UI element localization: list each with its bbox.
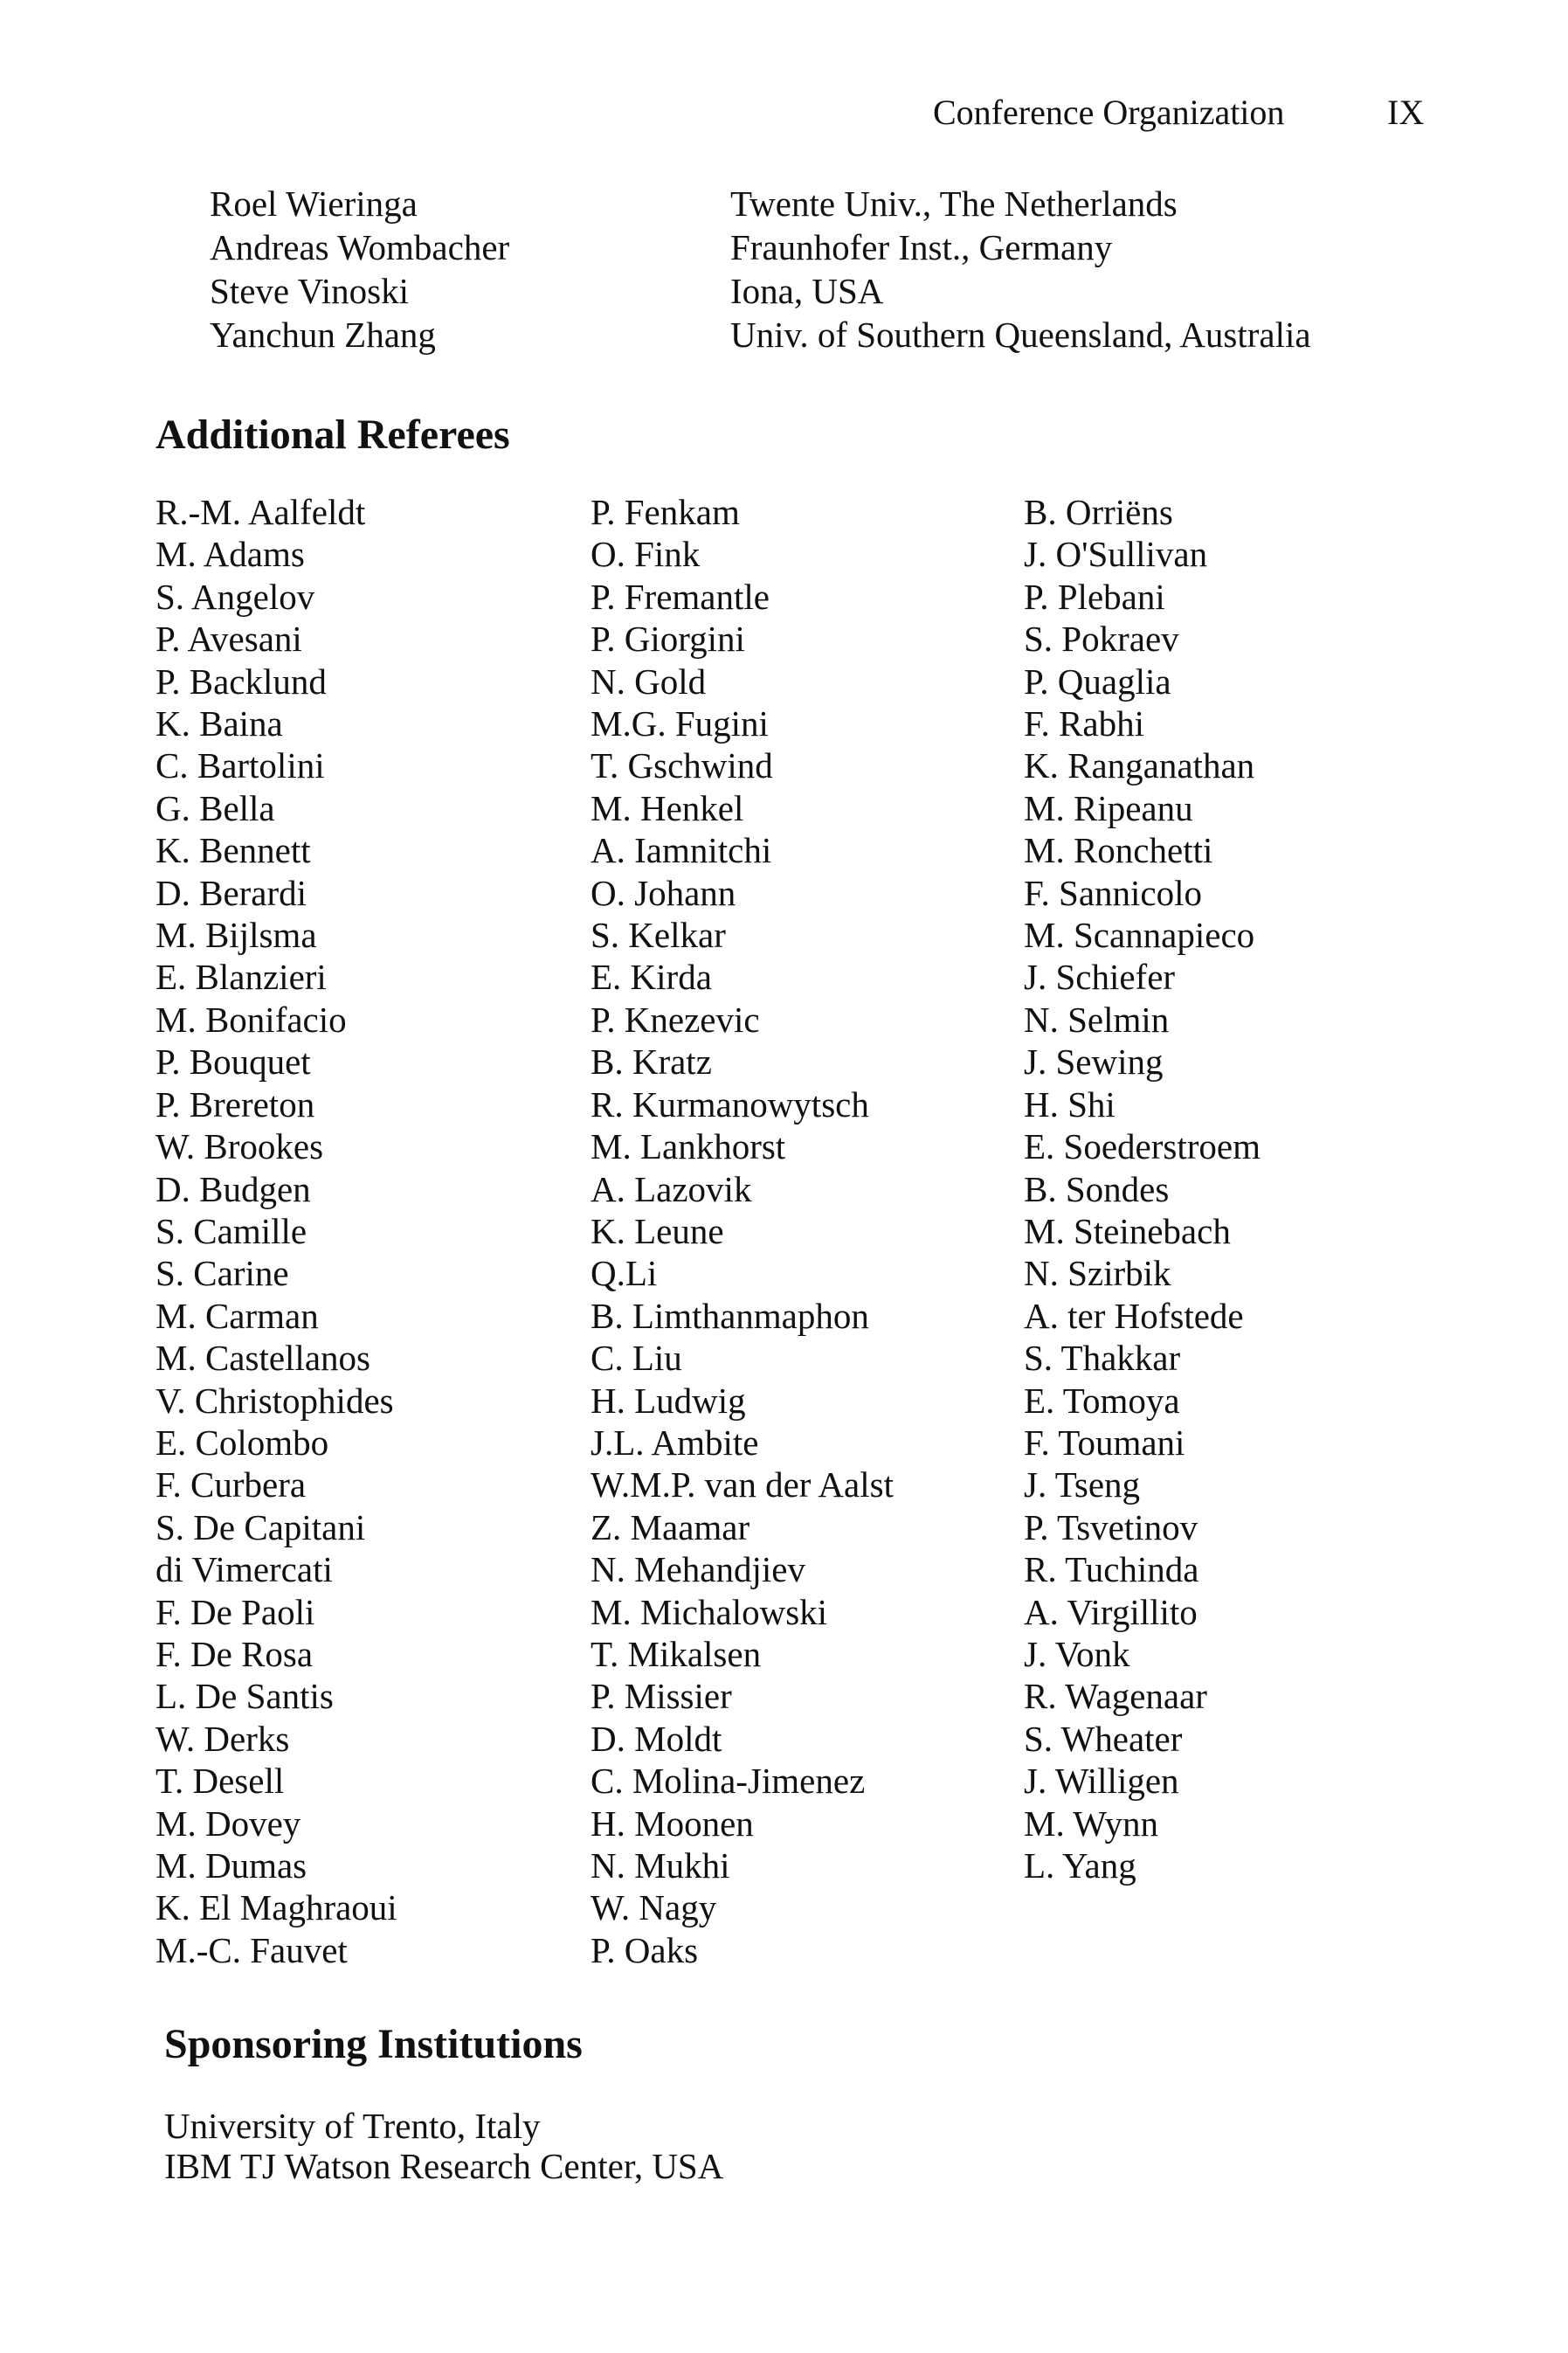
referee-name: A. Lazovik xyxy=(591,1168,752,1209)
referee-name: S. Angelov xyxy=(155,576,315,617)
referee-name: K. Bennett xyxy=(155,830,311,871)
sponsor-institution: University of Trento, Italy xyxy=(164,2106,541,2146)
referee-name: N. Gold xyxy=(591,661,707,702)
referee-name: A. ter Hofstede xyxy=(1024,1295,1244,1336)
referee-name: J. Vonk xyxy=(1024,1633,1130,1674)
referee-name: S. Thakkar xyxy=(1024,1338,1181,1379)
committee-member-row xyxy=(210,225,1450,269)
referee-name: R. Kurmanowytsch xyxy=(591,1083,869,1125)
referee-name: J.L. Ambite xyxy=(591,1422,759,1463)
referee-name: W. Nagy xyxy=(591,1887,717,1928)
committee-member-affiliation: Fraunhofer Inst., Germany xyxy=(730,227,1113,267)
referee-name: M. Castellanos xyxy=(155,1338,370,1379)
referee-name: N. Mukhi xyxy=(591,1845,730,1886)
referee-name: F. Toumani xyxy=(1024,1422,1185,1463)
referees-column-1 xyxy=(155,491,645,1971)
referee-name: S. Camille xyxy=(155,1210,307,1251)
referee-name: P. Backlund xyxy=(155,661,327,702)
referee-name: R. Tuchinda xyxy=(1024,1549,1199,1590)
page-number: IX xyxy=(1387,93,1425,132)
referee-name: P. Oaks xyxy=(591,1929,699,1970)
referee-name: M. Adams xyxy=(155,534,305,575)
sponsor-institution: IBM TJ Watson Research Center, USA xyxy=(164,2146,724,2186)
referee-name: A. Virgillito xyxy=(1024,1591,1198,1632)
sponsoring-institutions-heading: Sponsoring Institutions xyxy=(164,2021,583,2067)
referee-name: D. Budgen xyxy=(155,1168,311,1209)
referee-name: J. Schiefer xyxy=(1024,957,1176,998)
referee-name: D. Berardi xyxy=(155,872,307,913)
referee-name: C. Molina-Jimenez xyxy=(591,1761,866,1802)
referee-name: B. Orriëns xyxy=(1024,492,1173,532)
referee-name: P. Fenkam xyxy=(591,492,740,532)
referee-name: O. Fink xyxy=(591,534,701,575)
referee-name: M. Scannapieco xyxy=(1024,915,1255,956)
committee-member-name: Andreas Wombacher xyxy=(210,227,510,267)
program-committee-list xyxy=(210,182,1450,356)
referee-name: P. Avesani xyxy=(155,619,302,660)
referee-name: F. Curbera xyxy=(155,1464,307,1505)
referee-name: P. Knezevic xyxy=(591,999,760,1040)
referee-name: di Vimercati xyxy=(155,1549,333,1590)
referee-name: P. Giorgini xyxy=(591,619,745,660)
referee-name: K. Leune xyxy=(591,1210,724,1251)
referee-name: P. Quaglia xyxy=(1024,661,1171,702)
referee-name: M. Bijlsma xyxy=(155,915,317,956)
referee-name: S. De Capitani xyxy=(155,1506,366,1547)
referee-name: M. Steinebach xyxy=(1024,1210,1231,1251)
referee-name: M. Wynn xyxy=(1024,1803,1158,1844)
sponsoring-institutions-list xyxy=(164,2106,723,2186)
committee-member-affiliation: Iona, USA xyxy=(730,271,884,311)
referee-name: P. Fremantle xyxy=(591,576,770,617)
referee-name: E. Colombo xyxy=(155,1422,329,1463)
referee-name: D. Moldt xyxy=(591,1718,722,1759)
committee-member-name: Steve Vinoski xyxy=(210,271,409,311)
referee-name: B. Kratz xyxy=(591,1042,712,1083)
referee-name: T. Mikalsen xyxy=(591,1633,762,1674)
referee-name: G. Bella xyxy=(155,787,275,828)
referee-name: J. Sewing xyxy=(1024,1042,1164,1083)
referee-name: F. Sannicolo xyxy=(1024,872,1202,913)
referee-name: J. Tseng xyxy=(1024,1464,1141,1505)
referee-name: M. Dovey xyxy=(155,1803,301,1844)
referee-name: R.-M. Aalfeldt xyxy=(155,492,366,532)
committee-member-row xyxy=(210,269,1450,313)
referee-name: F. De Rosa xyxy=(155,1633,314,1674)
referee-name: S. Pokraev xyxy=(1024,619,1179,660)
referee-name: C. Bartolini xyxy=(155,745,325,786)
referee-name: P. Tsvetinov xyxy=(1024,1506,1198,1547)
referee-name: E. Blanzieri xyxy=(155,957,327,998)
referee-name: P. Plebani xyxy=(1024,576,1165,617)
additional-referees-heading: Additional Referees xyxy=(155,412,510,458)
referee-name: M. Henkel xyxy=(591,787,744,828)
referee-name: F. De Paoli xyxy=(155,1591,315,1632)
referee-name: P. Brereton xyxy=(155,1083,315,1125)
referee-name: K. Baina xyxy=(155,703,283,744)
referee-name: S. Kelkar xyxy=(591,915,726,956)
committee-member-affiliation: Univ. of Southern Queensland, Australia xyxy=(730,315,1311,355)
referee-name: W.M.P. van der Aalst xyxy=(591,1464,894,1505)
referee-name: J. O'Sullivan xyxy=(1024,534,1208,575)
referee-name: N. Mehandjiev xyxy=(591,1549,805,1590)
referee-name: S. Carine xyxy=(155,1253,289,1294)
referee-name: L. De Santis xyxy=(155,1676,334,1717)
referee-name: O. Johann xyxy=(591,872,736,913)
referee-name: M. Ripeanu xyxy=(1024,787,1193,828)
referee-name: E. Kirda xyxy=(591,957,712,998)
referee-name: Q.Li xyxy=(591,1253,658,1294)
referee-name: J. Willigen xyxy=(1024,1761,1179,1802)
committee-member-row xyxy=(210,313,1450,356)
committee-member-affiliation: Twente Univ., The Netherlands xyxy=(730,183,1178,224)
referee-name: W. Derks xyxy=(155,1718,290,1759)
referee-name: M.-C. Fauvet xyxy=(155,1929,348,1970)
referee-name: M. Ronchetti xyxy=(1024,830,1213,871)
committee-member-name: Roel Wieringa xyxy=(210,183,418,224)
committee-member-name: Yanchun Zhang xyxy=(210,315,436,355)
running-title: Conference Organization xyxy=(933,93,1285,132)
referee-name: L. Yang xyxy=(1024,1845,1136,1886)
referee-name: T. Desell xyxy=(155,1761,285,1802)
referee-name: M. Bonifacio xyxy=(155,999,347,1040)
referee-name: P. Missier xyxy=(591,1676,732,1717)
referee-name: K. El Maghraoui xyxy=(155,1887,397,1928)
referee-name: M. Lankhorst xyxy=(591,1126,786,1167)
referee-name: B. Sondes xyxy=(1024,1168,1170,1209)
referee-name: R. Wagenaar xyxy=(1024,1676,1207,1717)
referees-column-2 xyxy=(591,491,1080,1971)
referee-name: T. Gschwind xyxy=(591,745,773,786)
referee-name: M. Michalowski xyxy=(591,1591,828,1632)
referee-name: K. Ranganathan xyxy=(1024,745,1255,786)
referee-name: A. Iamnitchi xyxy=(591,830,772,871)
referee-name: W. Brookes xyxy=(155,1126,324,1167)
referees-column-3 xyxy=(1024,491,1513,1886)
referee-name: P. Bouquet xyxy=(155,1042,311,1083)
referee-name: E. Soederstroem xyxy=(1024,1126,1261,1167)
referee-name: V. Christophides xyxy=(155,1380,394,1421)
referee-name: C. Liu xyxy=(591,1338,682,1379)
referee-name: N. Szirbik xyxy=(1024,1253,1171,1294)
referee-name: H. Moonen xyxy=(591,1803,754,1844)
referee-name: S. Wheater xyxy=(1024,1718,1183,1759)
referee-name: N. Selmin xyxy=(1024,999,1170,1040)
referee-name: Z. Maamar xyxy=(591,1506,750,1547)
referee-name: H. Shi xyxy=(1024,1083,1116,1125)
referee-name: M. Carman xyxy=(155,1295,319,1336)
referee-name: M. Dumas xyxy=(155,1845,307,1886)
referee-name: M.G. Fugini xyxy=(591,703,769,744)
referee-name: B. Limthanmaphon xyxy=(591,1295,869,1336)
referee-name: E. Tomoya xyxy=(1024,1380,1180,1421)
committee-member-row xyxy=(210,182,1450,225)
referee-name: F. Rabhi xyxy=(1024,703,1144,744)
referee-name: H. Ludwig xyxy=(591,1380,746,1421)
